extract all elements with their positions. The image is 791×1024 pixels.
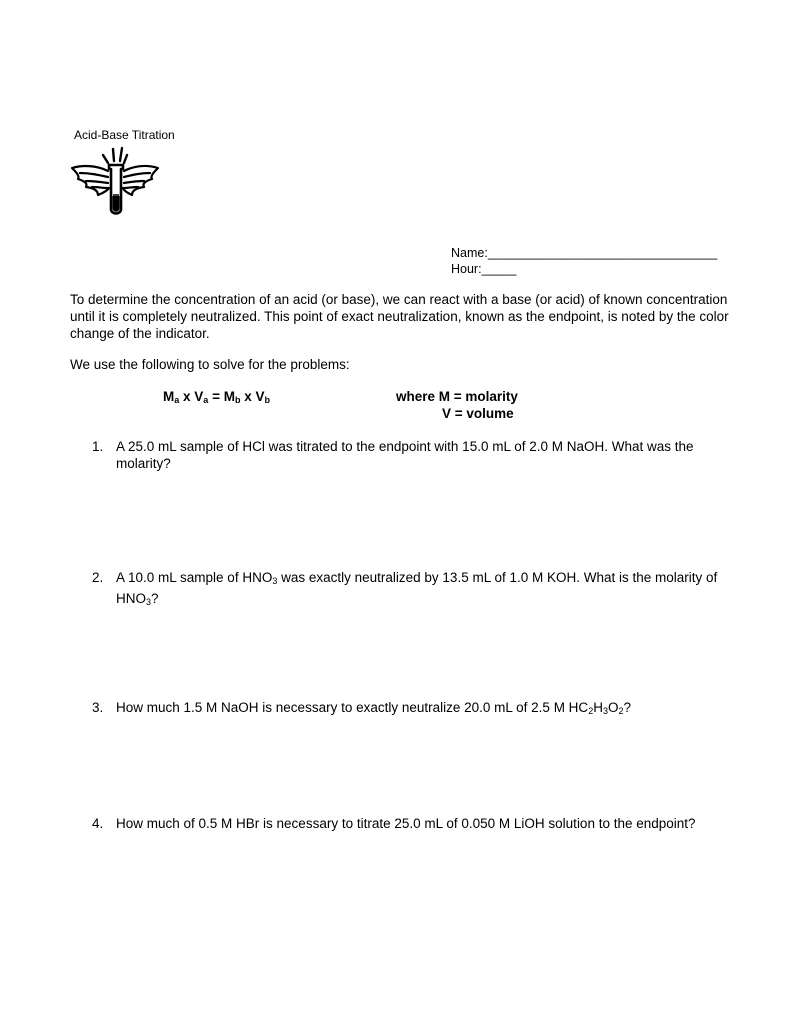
question-number: 3. (92, 700, 104, 715)
question-text-part: How much 1.5 M NaOH is necessary to exactly neutralize 20.0 mL of 2.5 M HC (116, 700, 589, 715)
question-text: A 25.0 mL sample of HCl was titrated to the endpoint with 15.0 mL of 2.0 M NaOH. What was the molarity? (116, 439, 694, 471)
formula-times-1: x (179, 389, 195, 404)
hour-field: Hour:_____ (451, 262, 517, 276)
question-text (116, 569, 742, 611)
question-4 (92, 815, 742, 832)
formula-sub-a: a (174, 395, 180, 405)
where-molarity: where M = molarity (396, 389, 518, 404)
question-3 (92, 699, 742, 720)
formula-v-b: V (255, 389, 265, 404)
formula-equals: = (208, 389, 224, 404)
winged-test-tube-icon (68, 143, 160, 219)
name-field: Name:_________________________________ (451, 246, 718, 260)
question-number: 4. (92, 816, 104, 831)
question-text-part: ? (623, 700, 632, 715)
subscript: 3 (146, 597, 152, 607)
subscript: 3 (272, 576, 278, 586)
intro-paragraph: To determine the concentration of an acid (or base), we can react with a base (or acid) of known concentration until it is completely neutralized. This point of exact neutralization, known as the endpoint, is noted by the color change of the indicator. (70, 292, 729, 341)
question-text-part: H (593, 700, 603, 715)
question-text-part: A 10.0 mL sample of HNO (116, 570, 273, 585)
subscript: 3 (602, 706, 608, 716)
where-volume: V = volume (442, 406, 514, 421)
question-number: 1. (92, 439, 104, 454)
question-text-part: ? (151, 591, 159, 606)
question-number: 2. (92, 570, 104, 585)
subscript: 2 (588, 706, 594, 716)
question-text-part: was exactly neutralized by 13.5 mL of 1.0 M KOH. What is the molarity of HNO (116, 570, 718, 606)
formula-v-a: V (194, 389, 204, 404)
document-title: Acid-Base Titration (74, 128, 175, 142)
question-1 (92, 438, 742, 472)
question-text: How much of 0.5 M HBr is necessary to titrate 25.0 mL of 0.050 M LiOH solution to the endpoint? (116, 816, 696, 831)
titration-formula (163, 389, 270, 405)
formula-times-2: x (240, 389, 256, 404)
formula-sub-b: b (234, 395, 241, 405)
instruction-text: We use the following to solve for the problems: (70, 357, 350, 372)
question-text-part: O (607, 700, 619, 715)
formula-m-b: M (223, 389, 235, 404)
formula-sub-a-2: a (203, 395, 209, 405)
subscript: 2 (618, 706, 624, 716)
question-2 (92, 569, 742, 611)
formula-m-a: M (163, 389, 175, 404)
formula-sub-b-2: b (264, 395, 270, 405)
question-text (116, 699, 742, 720)
